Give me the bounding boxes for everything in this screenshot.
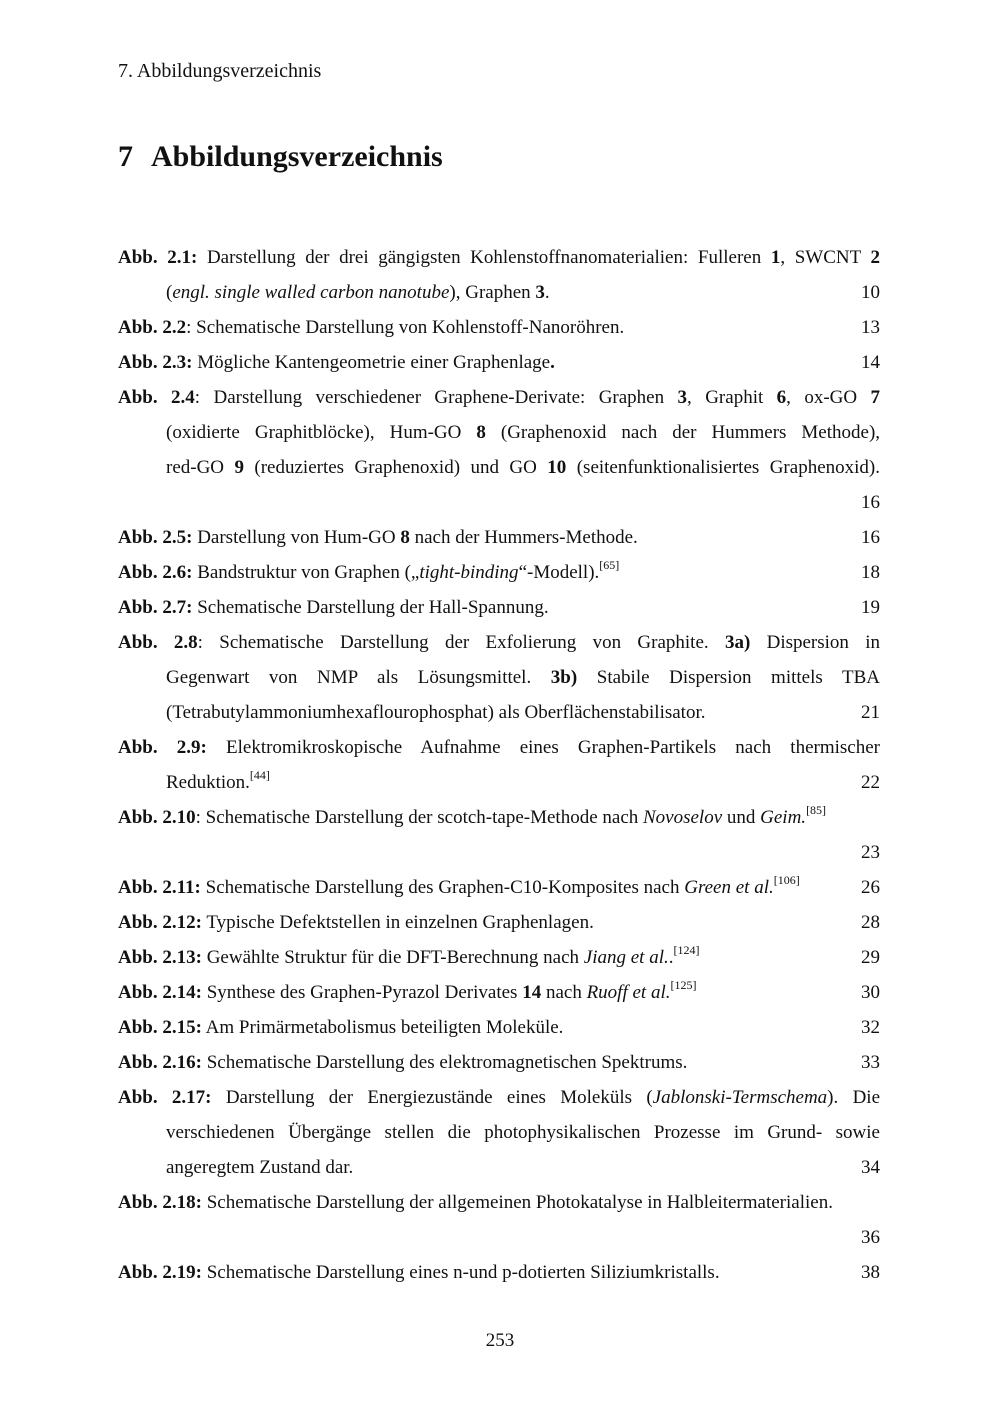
list-item: Abb. 2.14: Synthese des Graphen-Pyrazol Derivates 14 nach Ruoff et al.[125] 30 [118,975,880,1010]
page-ref: 32 [861,1017,880,1038]
page-ref: 34 [861,1157,880,1178]
page-ref: 10 [861,282,880,303]
list-item: Abb. 2.1: Darstellung der drei gängigsten Kohlenstoffnanomaterialien: Fulleren 1, SWCNT 2 (engl. single walled carbon nanotube), Graphen 3. 10 [118,240,880,310]
page-ref: 33 [861,1052,880,1073]
list-item: Abb. 2.16: Schematische Darstellung des elektromagnetischen Spektrums. 33 [118,1045,880,1080]
list-item: Abb. 2.5: Darstellung von Hum-GO 8 nach der Hummers-Methode. 16 [118,520,880,555]
list-item: Abb. 2.3: Mögliche Kantengeometrie einer Graphenlage. 14 [118,345,880,380]
page-ref: 28 [861,912,880,933]
list-item: Abb. 2.4: Darstellung verschiedener Graphene-Derivate: Graphen 3, Graphit 6, ox-GO 7 (oxidierte Graphitblöcke), Hum-GO 8 (Graphenoxid nach der Hummers Methode), red-GO 9 (reduziertes Graphenoxid) und GO 10 (seitenfunktionalisiertes Graphenoxid). 16 [118,380,880,520]
list-item: Abb. 2.17: Darstellung der Energiezustände eines Moleküls (Jablonski-Termschema). Die verschiedenen Übergänge stellen die photophysikalischen Prozesse im Grund- sowie angeregtem Zustand dar. 34 [118,1080,880,1185]
page-ref: 14 [861,352,880,373]
list-item: Abb. 2.9: Elektromikroskopische Aufnahme eines Graphen-Partikels nach thermischer Reduktion.[44] 22 [118,730,880,800]
chapter-title-text: Abbildungsverzeichnis [151,140,443,173]
list-item: Abb. 2.2: Schematische Darstellung von Kohlenstoff-Nanoröhren. 13 [118,310,880,345]
page-ref: 29 [861,947,880,968]
chapter-number: 7 [118,140,133,173]
page-ref: 16 [861,527,880,548]
running-header: 7. Abbildungsverzeichnis [118,60,322,82]
page-ref: 36 [861,1227,880,1248]
list-item: Abb. 2.10: Schematische Darstellung der scotch-tape-Methode nach Novoselov und Geim.[85] 23 [118,800,880,870]
list-item: Abb. 2.11: Schematische Darstellung des Graphen-C10-Komposites nach Green et al.[106] 26 [118,870,880,905]
page-ref: 19 [861,597,880,618]
page-ref: 18 [861,562,880,583]
list-item: Abb. 2.12: Typische Defektstellen in einzelnen Graphenlagen. 28 [118,905,880,940]
page-ref: 26 [861,877,880,898]
list-item: Abb. 2.15: Am Primärmetabolismus beteiligten Moleküle. 32 [118,1010,880,1045]
list-item: Abb. 2.19: Schematische Darstellung eines n-und p-dotierten Siliziumkristalls. 38 [118,1255,880,1290]
page-ref: 13 [861,317,880,338]
list-item: Abb. 2.6: Bandstruktur von Graphen („tight-binding“-Modell).[65] 18 [118,555,880,590]
page-ref: 22 [861,772,880,793]
page-ref: 38 [861,1262,880,1283]
page-number: 253 [485,1330,515,1351]
page-ref: 16 [861,492,880,513]
list-item: Abb. 2.13: Gewählte Struktur für die DFT-Berechnung nach Jiang et al..[124] 29 [118,940,880,975]
list-item: Abb. 2.8: Schematische Darstellung der Exfolierung von Graphite. 3a) Dispersion in Gegenwart von NMP als Lösungsmittel. 3b) Stabile Dispersion mittels TBA (Tetrabutylammoniumhexaflourophosphat) als Oberflächenstabilisator. 21 [118,625,880,730]
page-ref: 21 [861,702,880,723]
list-item: Abb. 2.18: Schematische Darstellung der allgemeinen Photokatalyse in Halbleitermaterialien. 36 [118,1185,880,1255]
page-ref: 30 [861,982,880,1003]
figure-list [118,240,880,1290]
page-ref: 23 [861,842,880,863]
chapter-title [118,140,443,174]
list-item: Abb. 2.7: Schematische Darstellung der Hall-Spannung. 19 [118,590,880,625]
